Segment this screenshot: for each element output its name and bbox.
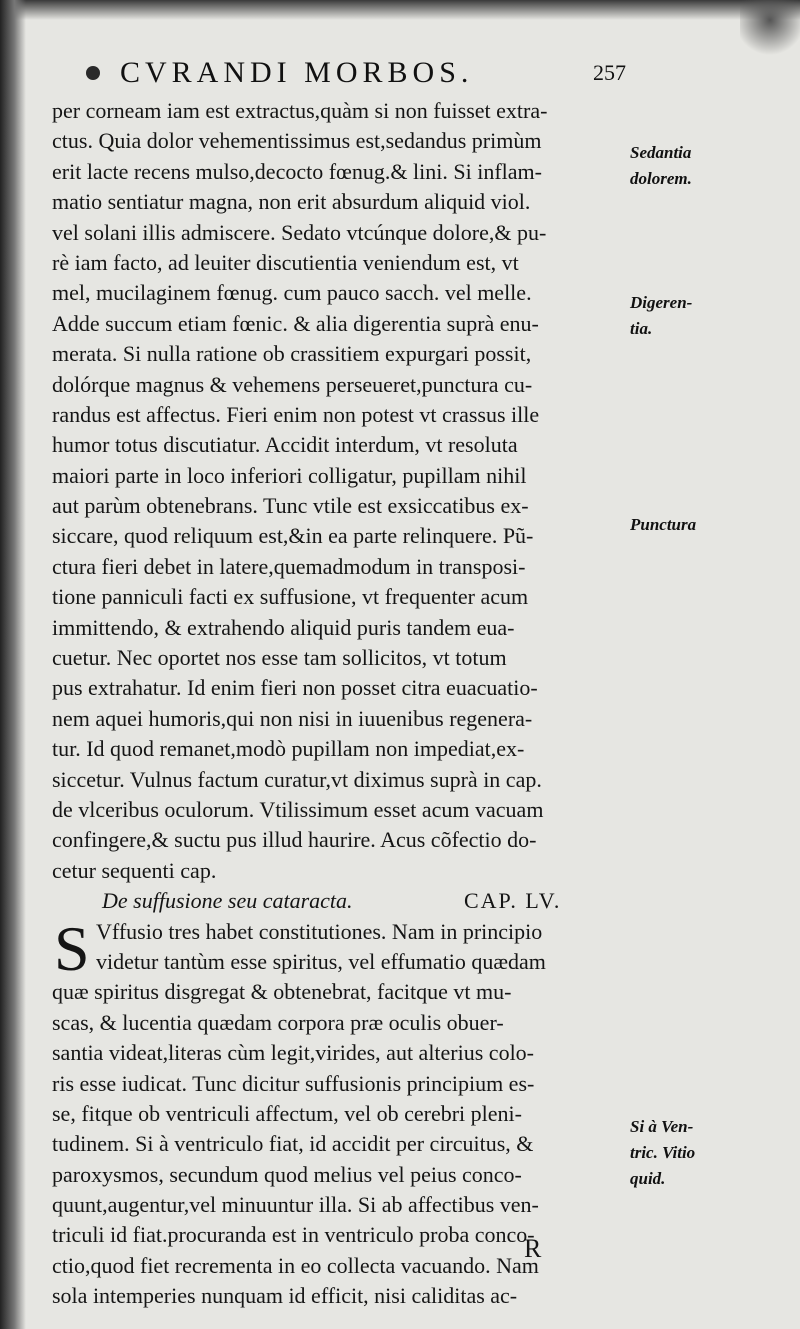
text-line: vel solani illis admiscere. Sedato vtcúnque dolore,& pu- <box>52 219 547 245</box>
text-line: ris esse iudicat. Tunc dicitur suffusionis principium es- <box>52 1070 535 1096</box>
text-line: ctura fieri debet in latere,quemadmodum in transposi- <box>52 553 526 579</box>
margin-note: tric. Vitio <box>630 1143 696 1162</box>
margin-note: Punctura <box>630 515 697 534</box>
page-header <box>86 56 626 96</box>
text-line: se, fitque ob ventriculi affectum, vel ob cerebri pleni- <box>52 1100 522 1126</box>
margin-note: Sedantia <box>630 143 692 162</box>
page-edge-shadow-top <box>0 0 800 20</box>
text-line: paroxysmos, secundum quod melius vel peius conco- <box>52 1161 522 1187</box>
main-text <box>52 96 632 1312</box>
text-line: tur. Id quod remanet,modò pupillam non impediat,ex- <box>52 736 525 762</box>
text-line: siccare, quod reliquum est,&in ea parte relinquere. Pũ- <box>52 523 534 549</box>
margin-note: tia. <box>630 319 653 338</box>
page-edge-shadow-left <box>0 0 26 1329</box>
text-line: erit lacte recens mulso,decocto fœnug.& lini. Si inflam- <box>52 158 542 184</box>
text-line: dolórque magnus & vehemens perseueret,punctura cu- <box>52 371 533 397</box>
text-line: videtur tantùm esse spiritus, vel effumatio quædam <box>96 948 546 974</box>
text-line: confingere,& suctu pus illud haurire. Acus cõfectio do- <box>52 827 537 853</box>
text-line: immittendo, & extrahendo aliquid puris tandem eua- <box>52 614 515 640</box>
text-line: Adde succum etiam fœnic. & alia digerentia suprà enu- <box>52 310 539 336</box>
drop-cap-lines <box>52 912 632 984</box>
margin-note: dolorem. <box>630 169 692 188</box>
margin-note: Digeren- <box>630 293 693 312</box>
text-line: sola intemperies nunquam id efficit, nisi caliditas ac- <box>52 1283 518 1309</box>
chapter-opening <box>52 912 632 984</box>
text-line: ctio,quod fiet recrementa in eo collecta vacuando. Nam <box>52 1252 539 1278</box>
text-line: per corneam iam est extractus,quàm si non fuisset extra- <box>52 98 548 123</box>
margin-note: Si à Ven- <box>630 1117 694 1136</box>
text-line: humor totus discutiatur. Accidit interdum, vt resoluta <box>52 432 518 458</box>
chapter-title: De suffusione seu cataracta. <box>102 888 353 914</box>
text-block-before-chapter <box>52 96 632 886</box>
header-ornament-icon <box>86 66 100 80</box>
page-number: 257 <box>593 60 626 85</box>
text-line: nem aquei humoris,qui non nisi in iuuenibus regenera- <box>52 705 533 731</box>
drop-cap: S <box>54 912 90 984</box>
text-line: triculi id fiat.procuranda est in ventriculo proba conco- <box>52 1222 535 1248</box>
text-line: tione panniculi facti ex suffusione, vt frequenter acum <box>52 584 529 610</box>
text-line: pus extrahatur. Id enim fieri non posset citra euacuatio- <box>52 675 538 701</box>
text-line: quæ spiritus disgregat & obtenebrat, facitque vt mu- <box>52 979 512 1005</box>
chapter-heading <box>52 886 632 916</box>
text-line: scas, & lucentia quædam corpora præ oculis obuer- <box>52 1009 504 1035</box>
text-line: matio sentiatur magna, non erit absurdum aliquid viol. <box>52 189 531 215</box>
text-line: quunt,augentur,vel minuuntur illa. Si ab affectibus ven- <box>52 1192 539 1218</box>
text-line: maiori parte in loco inferiori colligatur, pupillam nihil <box>52 462 527 488</box>
text-line: cetur sequenti cap. <box>52 857 217 883</box>
text-line: santia videat,literas cùm legit,virides, aut alterius colo- <box>52 1040 535 1066</box>
catchword: R <box>524 1234 542 1263</box>
text-line: Vffusio tres habet constitutiones. Nam in principio <box>96 918 543 944</box>
text-line: tudinem. Si à ventriculo fiat, id accidit per circuitus, & <box>52 1131 534 1157</box>
text-line: aut parùm obtenebrans. Tunc vtile est exsiccatibus ex- <box>52 493 529 519</box>
margin-note: quid. <box>630 1169 666 1188</box>
text-line: merata. Si nulla ratione ob crassitiem expurgari possit, <box>52 341 532 367</box>
running-title: CVRANDI MORBOS. <box>120 56 474 89</box>
text-line: siccetur. Vulnus factum curatur,vt diximus suprà in cap. <box>52 766 542 792</box>
page-stain <box>740 0 800 60</box>
text-line: rè iam facto, ad leuiter discutientia veniendum est, vt <box>52 249 519 275</box>
chapter-number: CAP. LV. <box>464 888 562 914</box>
text-line: randus est affectus. Fieri enim non potest vt crassus ille <box>52 401 540 427</box>
text-line: mel, mucilaginem fœnug. cum pauco sacch. vel melle. <box>52 280 532 306</box>
text-line: de vlceribus oculorum. Vtilissimum esset acum vacuam <box>52 796 544 822</box>
text-line: ctus. Quia dolor vehementissimus est,sedandus primùm <box>52 128 542 154</box>
text-line: cuetur. Nec oportet nos esse tam sollicitos, vt totum <box>52 645 507 671</box>
text-block-after-chapter <box>52 977 632 1311</box>
